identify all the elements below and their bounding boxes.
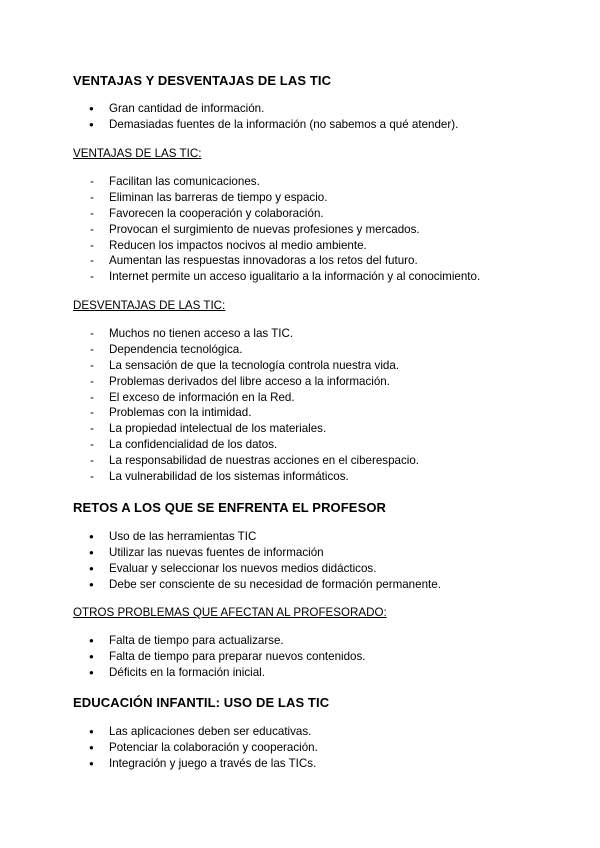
list-item-text: Déficits en la formación inicial.: [109, 665, 265, 679]
otros-problemas-subtitle: OTROS PROBLEMAS QUE AFECTAN AL PROFESORADO:: [73, 606, 387, 619]
dash-marker: -: [90, 327, 94, 340]
dash-marker: -: [90, 454, 94, 468]
bullet-marker: ●: [89, 104, 94, 113]
dash-marker: -: [90, 222, 94, 236]
dash-marker: -: [90, 238, 94, 252]
list-item-text: La sensación de que la tecnología controla nuestra vida.: [109, 358, 400, 372]
list-item-text: Internet permite un acceso igualitario a la información y al conocimiento.: [109, 270, 481, 284]
list-item-text: Favorecen la cooperación y colaboración.: [109, 206, 324, 220]
list-item-text: Evaluar y seleccionar los nuevos medios didácticos.: [109, 561, 377, 575]
bullet-marker: ●: [89, 579, 94, 589]
bullet-marker: ●: [89, 563, 94, 573]
list-item-text: Problemas con la intimidad.: [109, 406, 252, 420]
list-item-text: Demasiadas fuentes de la información (no sabemos a qué atender).: [109, 117, 459, 131]
dash-marker: -: [90, 438, 94, 452]
list-item-text: Eliminan las barreras de tiempo y espacio.: [109, 190, 328, 204]
list-item-text: Gran cantidad de información.: [109, 102, 265, 115]
list-item-text: Falta de tiempo para actualizarse.: [109, 634, 284, 647]
list-item-text: Reducen los impactos nocivos al medio ambiente.: [109, 238, 367, 252]
bullet-marker: ●: [89, 547, 94, 557]
list-item-text: Utilizar las nuevas fuentes de información: [109, 545, 324, 559]
dash-marker: -: [90, 422, 94, 436]
list-item-text: Problemas derivados del libre acceso a la información.: [109, 374, 390, 388]
list-item-text: El exceso de información en la Red.: [109, 390, 295, 404]
bullet-marker: ●: [89, 742, 94, 752]
dash-marker: -: [90, 175, 94, 188]
list-item-text: Integración y juego a través de las TICs.: [109, 756, 317, 770]
section-title-retos: RETOS A LOS QUE SE ENFRENTA EL PROFESOR: [73, 500, 387, 515]
list-item-text: Uso de las herramientas TIC: [109, 530, 257, 543]
bullet-marker: ●: [89, 532, 94, 541]
bullet-marker: ●: [89, 758, 94, 768]
list-item-text: Debe ser consciente de su necesidad de formación permanente.: [109, 577, 441, 591]
desventajas-subtitle: DESVENTAJAS DE LAS TIC:: [73, 299, 226, 312]
list-item-text: La responsabilidad de nuestras acciones en el ciberespacio.: [109, 454, 420, 468]
list-item-text: Dependencia tecnológica.: [109, 342, 243, 356]
bullet-marker: ●: [89, 636, 94, 645]
dash-marker: -: [90, 270, 94, 284]
bullet-marker: ●: [89, 727, 94, 736]
dash-marker: -: [90, 406, 94, 420]
list-item-text: La propiedad intelectual de los materiales.: [109, 422, 327, 436]
list-item-text: La confidencialidad de los datos.: [109, 438, 278, 452]
list-item-text: La vulnerabilidad de los sistemas informáticos.: [109, 470, 349, 484]
dash-marker: -: [90, 342, 94, 356]
section-title-educacion-infantil: EDUCACIÓN INFANTIL: USO DE LAS TIC: [73, 695, 330, 710]
dash-marker: -: [90, 254, 94, 268]
bullet-marker: ●: [89, 651, 94, 661]
list-item-text: Potenciar la colaboración y cooperación.: [109, 740, 318, 754]
dash-marker: -: [90, 190, 94, 204]
dash-marker: -: [90, 470, 94, 484]
section-title-ventajas-desventajas: VENTAJAS Y DESVENTAJAS DE LAS TIC: [73, 73, 332, 88]
dash-marker: -: [90, 358, 94, 372]
list-item-text: Provocan el surgimiento de nuevas profesiones y mercados.: [109, 222, 420, 236]
dash-marker: -: [90, 390, 94, 404]
list-item-text: Aumentan las respuestas innovadoras a los retos del futuro.: [109, 254, 418, 268]
dash-marker: -: [90, 374, 94, 388]
list-item-text: Facilitan las comunicaciones.: [109, 175, 260, 188]
bullet-marker: ●: [89, 667, 94, 677]
list-item-text: Muchos no tienen acceso a las TIC.: [109, 327, 294, 340]
ventajas-subtitle: VENTAJAS DE LAS TIC:: [73, 147, 202, 160]
dash-marker: -: [90, 206, 94, 220]
list-item-text: Las aplicaciones deben ser educativas.: [109, 725, 312, 738]
list-item-text: Falta de tiempo para preparar nuevos contenidos.: [109, 649, 366, 663]
bullet-marker: ●: [89, 119, 94, 129]
